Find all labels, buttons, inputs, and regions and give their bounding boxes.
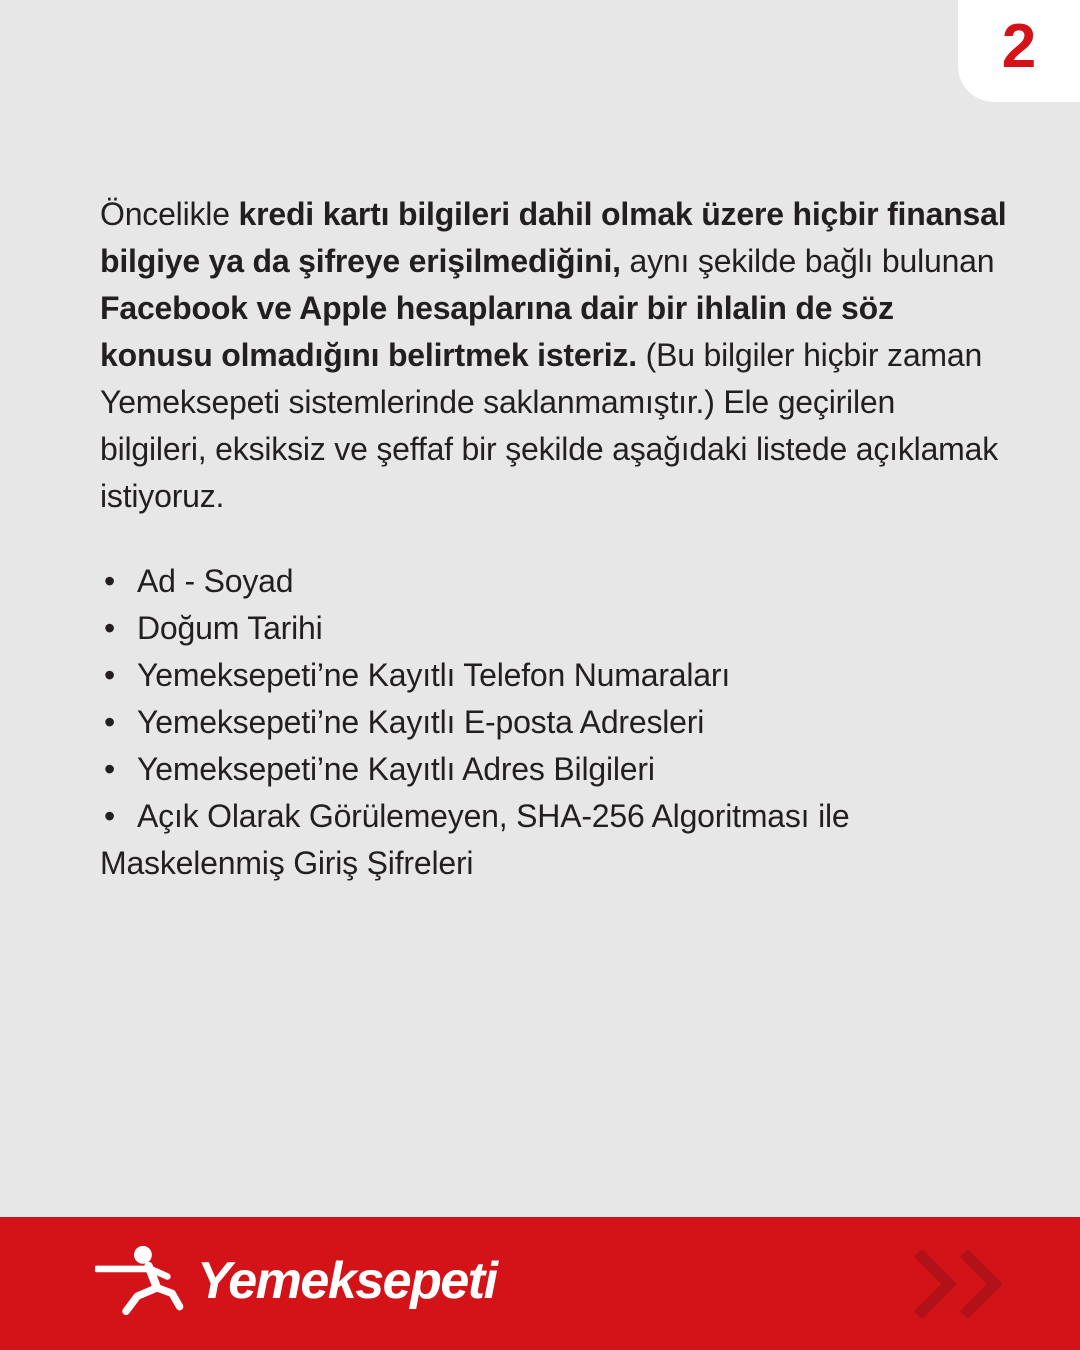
list-item-text: Açık Olarak Görülemeyen, SHA-256 Algoritması ile Maskelenmiş Giriş Şifreleri [100,798,850,881]
list-item [100,746,1010,793]
runner-with-tray-icon [95,1243,189,1325]
page-number-tab [958,0,1080,102]
footer-bar [0,1217,1080,1350]
list-item-text: Doğum Tarihi [137,610,323,646]
content-area [100,191,1010,887]
bullet-icon: • [104,704,116,740]
announcement-paragraph [100,191,1010,520]
bullet-icon: • [104,657,116,693]
list-item-text: Yemeksepeti’ne Kayıtlı Telefon Numaraları [137,657,731,693]
bullet-icon: • [104,610,116,646]
paragraph-segment: Öncelikle [100,196,239,232]
bullet-icon: • [104,563,116,599]
list-item-text: Yemeksepeti’ne Kayıtlı Adres Bilgileri [137,751,655,787]
paragraph-segment: (Bu bilgiler hiçbir zaman Yemeksepeti sistemlerinde saklanmamıştır.) Ele geçirilen bilgileri, eksiksiz ve şeffaf bir şekilde aşağıdaki listede açıklamak istiyoruz. [100,337,999,514]
paragraph-segment-bold: kredi kartı bilgileri dahil olmak üzere hiçbir finansal bilgiye ya da şifreye erişilmediğini, [100,196,1007,279]
list-item [100,793,1010,887]
paragraph-segment-bold: Facebook ve Apple hesaplarına dair bir ihlalin de söz konusu olmadığını belirtmek isteriz. [100,290,894,373]
list-item-text: Yemeksepeti’ne Kayıtlı E-posta Adresleri [137,704,705,740]
list-item [100,605,1010,652]
double-chevron-right-icon [913,1250,1005,1318]
yemeksepeti-logo [95,1243,497,1325]
disclosed-data-list [100,558,1010,887]
list-item-text: Ad - Soyad [137,563,294,599]
page-number: 2 [1001,12,1037,81]
bullet-icon: • [104,798,116,834]
list-item [100,558,1010,605]
list-item [100,699,1010,746]
list-item [100,652,1010,699]
paragraph-segment: aynı şekilde bağlı bulunan [620,243,995,279]
brand-name: Yemeksepeti [197,1251,497,1310]
bullet-icon: • [104,751,116,787]
